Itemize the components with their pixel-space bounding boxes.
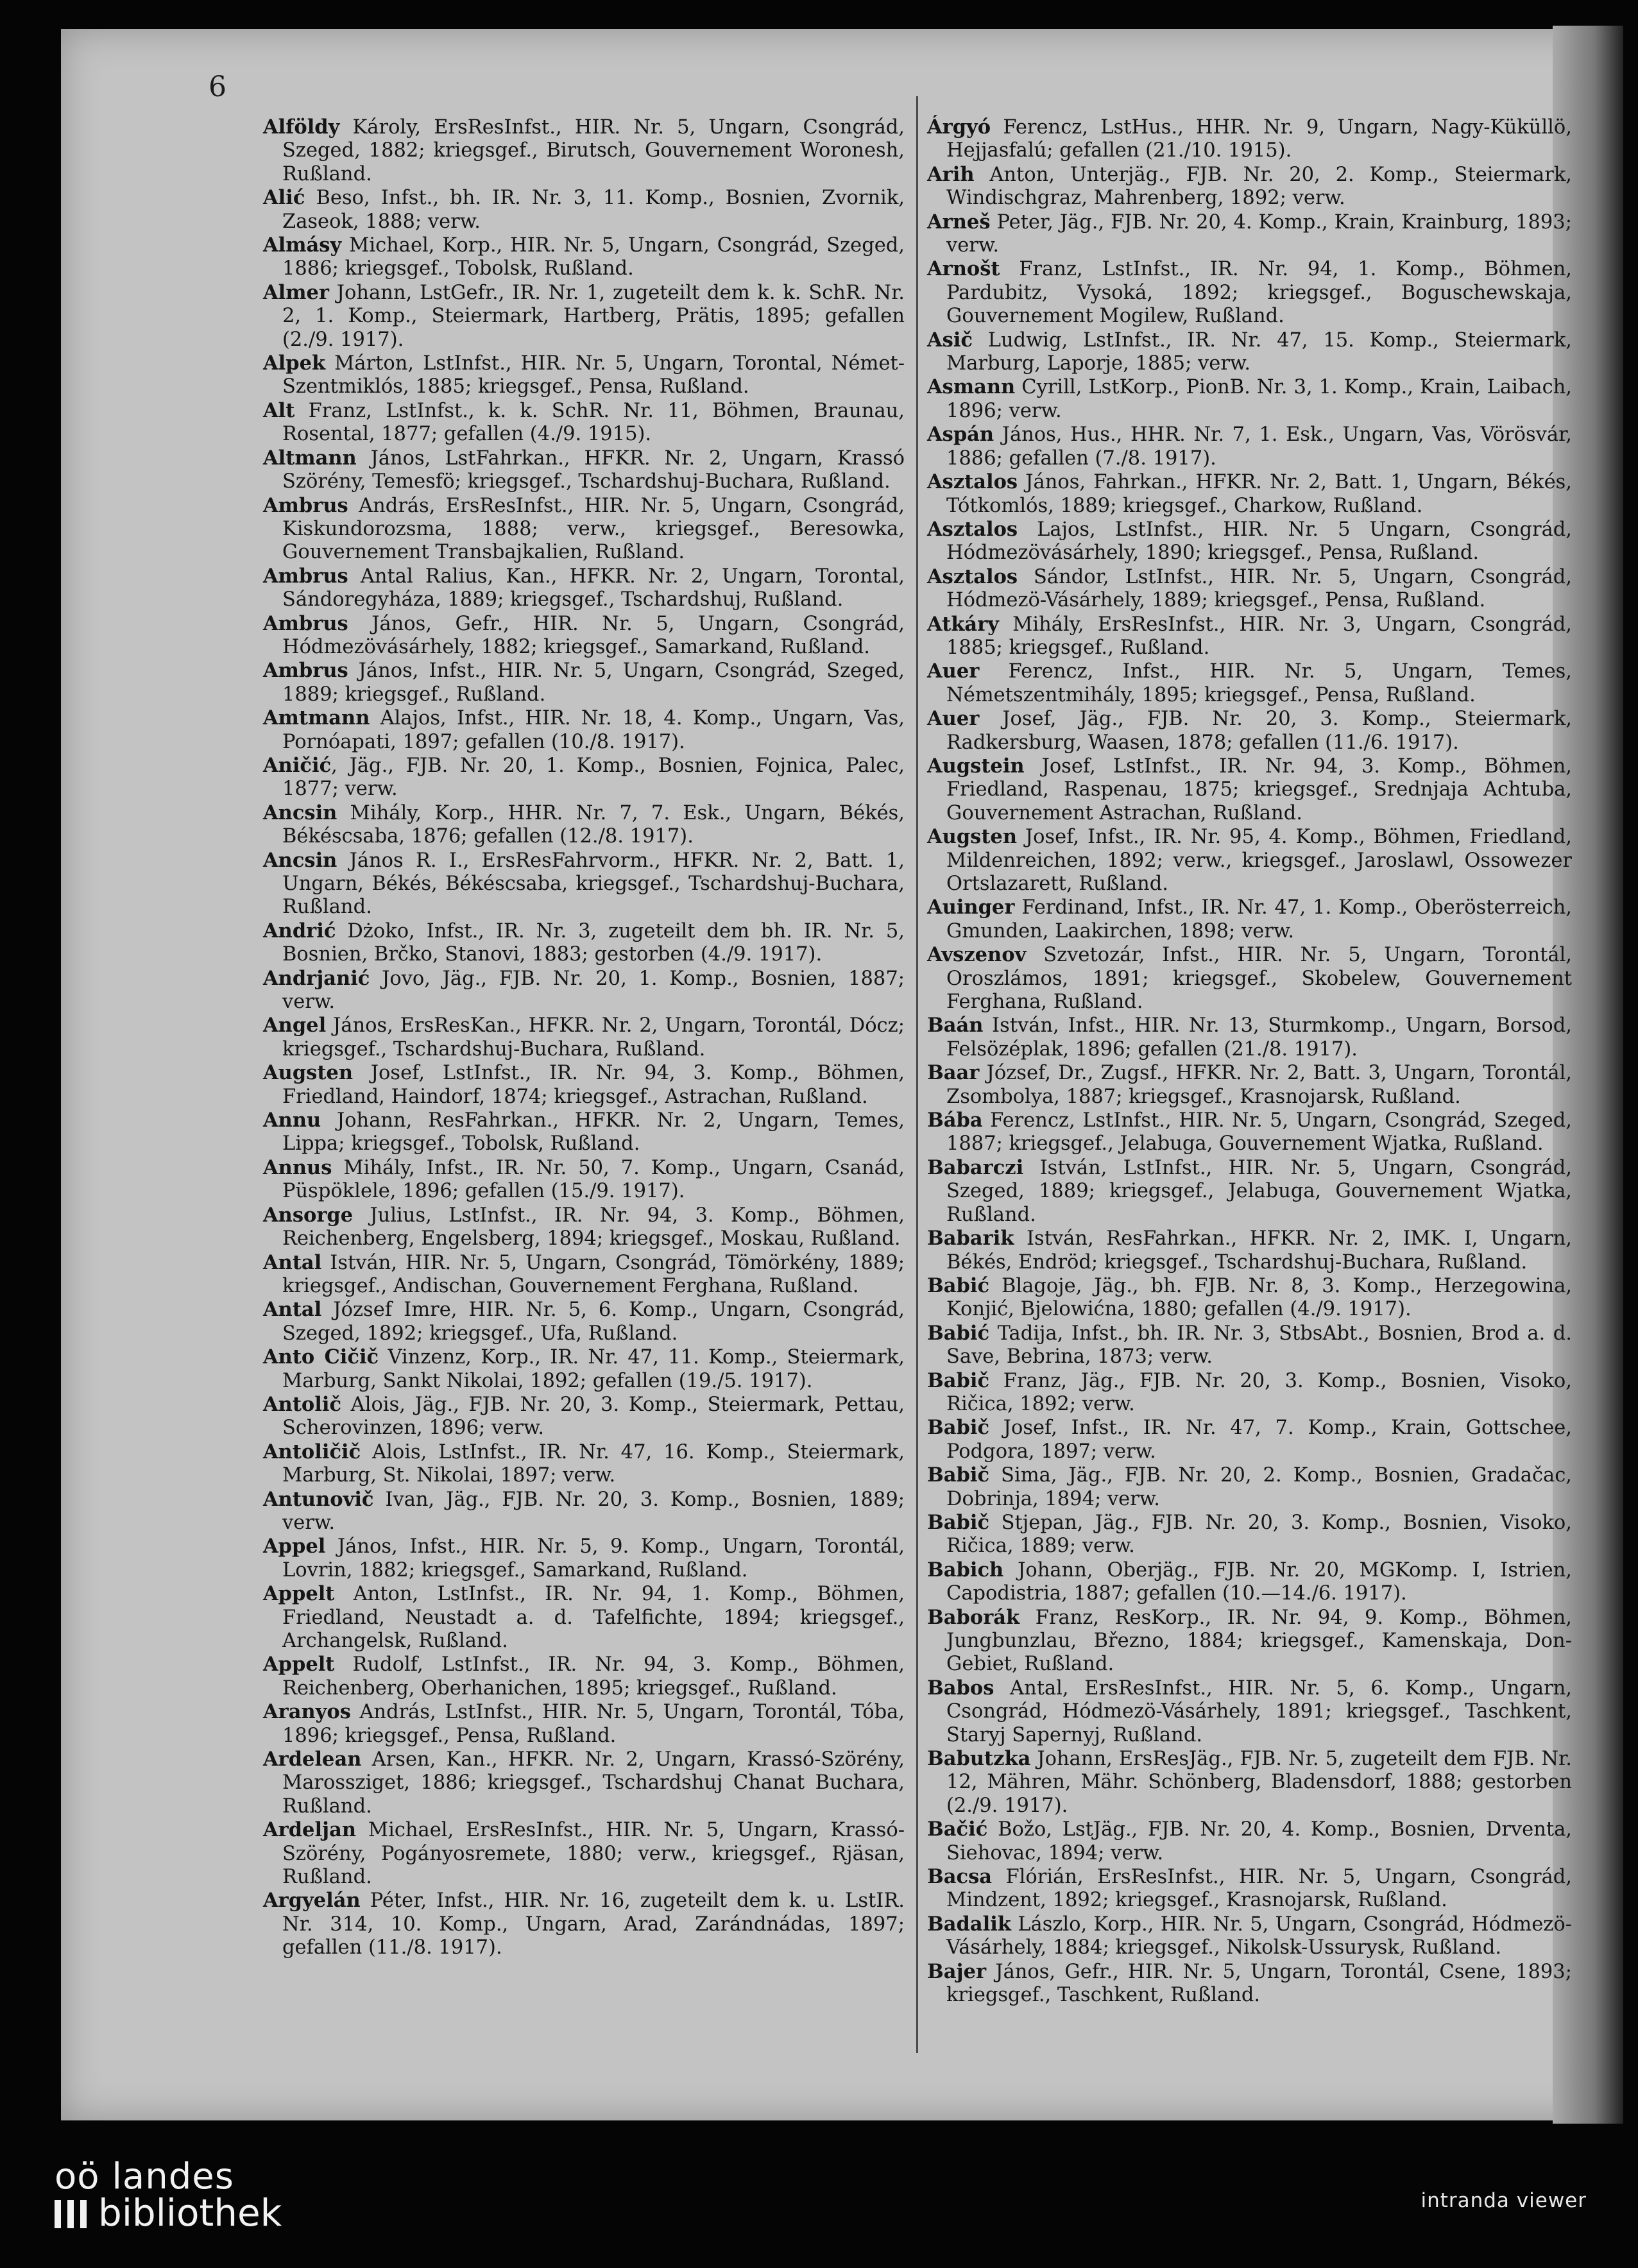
- list-item: [927, 518, 1572, 565]
- entry-surname: Ambrus: [263, 659, 348, 683]
- entry-details: Beso, Infst., bh. IR. Nr. 3, 11. Komp., Bosnien, Zvornik, Zaseok, 1888; verw.: [282, 187, 905, 233]
- entry-surname: Ancsin: [263, 848, 337, 872]
- entry-details: András, LstInfst., HIR. Nr. 5, Ungarn, Torontál, Tóba, 1896; kriegsgef., Pensa, Rußland.: [282, 1701, 905, 1747]
- entry-details: Johann, Oberjäg., FJB. Nr. 20, MGKomp. I, Istrien, Capodistria, 1887; gefallen (10.—14./6. 1917).: [946, 1558, 1572, 1605]
- entry-details: Ferencz, LstInfst., HIR. Nr. 5, Ungarn, Csongrád, Szeged, 1887; kriegsgef., Jelabuga, Gouvernement Wjatka, Rußland.: [946, 1109, 1572, 1155]
- entry-surname: Antunovič: [263, 1487, 374, 1511]
- library-logo[interactable]: [55, 2156, 282, 2240]
- list-item: [263, 115, 905, 186]
- entry-details: Lászlo, Korp., HIR. Nr. 5, Ungarn, Csongrád, Hódmezö-Vásárhely, 1884; kriegsgef., Nikolsk-Ussurysk, Rußland.: [946, 1913, 1572, 1959]
- entry-details: János, Gefr., HIR. Nr. 5, Ungarn, Torontál, Csene, 1893; kriegsgef., Taschkent, Rußland.: [946, 1960, 1572, 2007]
- list-item: [263, 1014, 905, 1061]
- list-item: [927, 1960, 1572, 2008]
- list-item: [927, 1109, 1572, 1156]
- list-item: [263, 1889, 905, 1959]
- entry-details: István, LstInfst., HIR. Nr. 5, Ungarn, Csongrád, Szeged, 1889; kriegsgef., Jelabuga, Gouvernement Wjatka, Rußland.: [946, 1156, 1572, 1226]
- entry-details: István, Infst., HIR. Nr. 13, Sturmkomp., Ungarn, Borsod, Felsözéplak, 1896; gefallen (21./8. 1917).: [946, 1014, 1572, 1061]
- list-item: [927, 470, 1572, 518]
- entry-details: József, Dr., Zugsf., HFKR. Nr. 2, Batt. 3, Ungarn, Torontál, Zsombolya, 1887; kriegsgef., Krasnojarsk, Rußland.: [946, 1062, 1572, 1108]
- list-item: [927, 896, 1572, 943]
- entry-details: Alois, LstInfst., IR. Nr. 47, 16. Komp., Steiermark, Marburg, St. Nikolai, 1897; verw.: [282, 1440, 905, 1487]
- entry-details: Jovo, Jäg., FJB. Nr. 20, 1. Komp., Bosnien, 1887; verw.: [282, 967, 905, 1014]
- entry-details: Mihály, Korp., HHR. Nr. 7, 7. Esk., Ungarn, Békés, Békéscsaba, 1876; gefallen (12./8. 1917).: [282, 801, 905, 848]
- entry-surname: Babić: [927, 1321, 990, 1345]
- list-item: [263, 967, 905, 1014]
- right-column: [927, 115, 1572, 2008]
- entry-details: Ferdinand, Infst., IR. Nr. 47, 1. Komp., Oberösterreich, Gmunden, Laakirchen, 1898; verw.: [946, 896, 1572, 942]
- entry-details: Péter, Infst., HIR. Nr. 16, zugeteilt dem k. u. LstIR. Nr. 314, 10. Komp., Ungarn, Arad, Zarándnádas, 1897; gefallen (11./8. 1917).: [282, 1889, 905, 1959]
- entry-surname: Appel: [263, 1535, 326, 1558]
- entry-surname: Andrić: [263, 919, 336, 942]
- entry-surname: Altmann: [263, 446, 357, 470]
- list-item: [263, 1156, 905, 1204]
- entry-surname: Babič: [927, 1510, 990, 1534]
- entry-details: Julius, LstInfst., IR. Nr. 94, 3. Komp., Böhmen, Reichenberg, Engelsberg, 1894; kriegsgef., Moskau, Rußland.: [282, 1204, 905, 1250]
- entry-surname: Bačić: [927, 1818, 988, 1841]
- entry-surname: Antal: [263, 1298, 322, 1322]
- entry-surname: Babos: [927, 1676, 994, 1700]
- entry-details: , Jäg., FJB. Nr. 20, 1. Komp., Bosnien, Fojnica, Palec, 1877; verw.: [282, 754, 905, 801]
- entry-details: Mihály, ErsResInfst., HIR. Nr. 3, Ungarn, Csongrád, 1885; kriegsgef., Rußland.: [946, 613, 1572, 659]
- entry-details: Ferencz, Infst., HIR. Nr. 5, Ungarn, Temes, Németszentmihály, 1895; kriegsgef., Pensa, Rußland.: [946, 660, 1572, 706]
- list-item: [927, 943, 1572, 1014]
- list-item: [263, 494, 905, 565]
- list-item: [263, 1653, 905, 1700]
- list-item: [263, 1204, 905, 1251]
- entry-surname: Ardelean: [263, 1748, 362, 1771]
- list-item: [263, 612, 905, 660]
- list-item: [927, 565, 1572, 613]
- list-item: [927, 1463, 1572, 1511]
- entry-surname: Babarik: [927, 1227, 1014, 1250]
- list-item: [927, 1274, 1572, 1322]
- list-item: [263, 447, 905, 494]
- list-item: [927, 660, 1572, 707]
- entry-details: János R. I., ErsResFahrvorm., HFKR. Nr. 2, Batt. 1, Ungarn, Békés, Békéscsaba, kriegsgef., Tschardshuj-Buchara, Rußland.: [282, 849, 905, 919]
- list-item: [927, 328, 1572, 376]
- left-column: [263, 115, 905, 1960]
- entry-details: Stjepan, Jäg., FJB. Nr. 20, 3. Komp., Bosnien, Visoko, Ričica, 1889; verw.: [946, 1511, 1572, 1558]
- entry-details: Franz, LstInfst., k. k. SchR. Nr. 11, Böhmen, Braunau, Rosental, 1877; gefallen (4./9. 1915).: [282, 399, 905, 446]
- list-item: [927, 257, 1572, 328]
- entry-surname: Almásy: [263, 234, 342, 257]
- entry-details: Tadija, Infst., bh. IR. Nr. 3, StbsAbt., Bosnien, Brod a. d. Save, Bebrina, 1873; verw.: [946, 1322, 1572, 1368]
- entry-surname: Asztalos: [927, 517, 1018, 541]
- entry-surname: Baán: [927, 1014, 984, 1037]
- logo-line-2: bibliothek: [98, 2191, 282, 2235]
- entry-surname: Babich: [927, 1558, 1004, 1582]
- list-item: [263, 1582, 905, 1653]
- entry-surname: Augsten: [263, 1061, 354, 1085]
- entry-details: Sándor, LstInfst., HIR. Nr. 5, Ungarn, Csongrád, Hódmezö-Vásárhely, 1889; kriegsgef., Pensa, Rußland.: [946, 565, 1572, 612]
- entry-surname: Aspán: [927, 423, 994, 447]
- list-item: [263, 801, 905, 849]
- entry-surname: Asič: [927, 328, 973, 352]
- list-item: [927, 423, 1572, 470]
- entry-surname: Arnošt: [927, 257, 1000, 281]
- list-item: [927, 1606, 1572, 1676]
- list-item: [927, 1913, 1572, 1960]
- entry-surname: Arneš: [927, 210, 991, 234]
- list-item: [927, 825, 1572, 896]
- entry-surname: Augstein: [927, 754, 1025, 778]
- list-item: [927, 1416, 1572, 1463]
- entry-surname: Antoličič: [263, 1440, 361, 1463]
- entry-details: János, Infst., HIR. Nr. 5, Ungarn, Csongrád, Szeged, 1889; kriegsgef., Rußland.: [282, 660, 905, 706]
- entry-details: Mihály, Infst., IR. Nr. 50, 7. Komp., Ungarn, Csanád, Püspöklele, 1896; gefallen (15./9. 1917).: [282, 1156, 905, 1203]
- list-item: [927, 210, 1572, 258]
- entry-details: Sima, Jäg., FJB. Nr. 20, 2. Komp., Bosnien, Gradačac, Dobrinja, 1894; verw.: [946, 1464, 1572, 1510]
- list-item: [263, 754, 905, 801]
- entry-details: Franz, Jäg., FJB. Nr. 20, 3. Komp., Bosnien, Visoko, Ričica, 1892; verw.: [946, 1369, 1572, 1415]
- entry-details: Cyrill, LstKorp., PionB. Nr. 3, 1. Komp., Krain, Laibach, 1896; verw.: [946, 376, 1572, 422]
- entry-surname: Baar: [927, 1061, 980, 1085]
- list-item: [263, 1748, 905, 1818]
- entry-surname: Alić: [263, 186, 305, 210]
- entry-surname: Asztalos: [927, 470, 1018, 494]
- entry-surname: Ansorge: [263, 1203, 354, 1227]
- entry-details: Johann, LstGefr., IR. Nr. 1, zugeteilt dem k. k. SchR. Nr. 2, 1. Komp., Steiermark, Hartberg, Prätis, 1895; gefallen (2./9. 1917).: [282, 281, 905, 351]
- list-item: [263, 399, 905, 447]
- entry-details: Márton, LstInfst., HIR. Nr. 5, Ungarn, Torontal, Német-Szentmiklós, 1885; kriegsgef., Pensa, Rußland.: [282, 352, 905, 398]
- entry-surname: Appelt: [263, 1653, 335, 1676]
- entry-details: Josef, Infst., IR. Nr. 47, 7. Komp., Krain, Gottschee, Podgora, 1897; verw.: [946, 1417, 1572, 1463]
- entry-details: Johann, ErsResJäg., FJB. Nr. 5, zugeteilt dem FJB. Nr. 12, Mähren, Mähr. Schönberg, Bladensdorf, 1888; gestorben (2./9. 1917).: [946, 1748, 1572, 1817]
- entry-details: Peter, Jäg., FJB. Nr. 20, 4. Komp., Krain, Krainburg, 1893; verw.: [946, 210, 1572, 257]
- entry-surname: Ambrus: [263, 493, 348, 517]
- entry-surname: Andrjanić: [263, 966, 370, 990]
- entry-surname: Anto Cičič: [263, 1345, 379, 1369]
- entry-details: Károly, ErsResInfst., HIR. Nr. 5, Ungarn, Csongrád, Szeged, 1882; kriegsgef., Birutsch, Gouvernement Woronesh, Rußland.: [282, 116, 905, 185]
- list-item: [927, 1322, 1572, 1369]
- entry-details: Josef, Jäg., FJB. Nr. 20, 3. Komp., Steiermark, Radkersburg, Waasen, 1878; gefallen (11./6. 1917).: [946, 708, 1572, 754]
- entry-surname: Asmann: [927, 375, 1016, 399]
- entry-details: Ferencz, LstHus., HHR. Nr. 9, Ungarn, Nagy-Küküllö, Hejjasfalú; gefallen (21./10. 1915).: [946, 116, 1572, 162]
- entry-details: János, LstFahrkan., HFKR. Nr. 2, Ungarn, Krassó Szörény, Temesfö; kriegsgef., Tschardshuj-Buchara, Rußland.: [282, 447, 905, 493]
- entry-details: Franz, LstInfst., IR. Nr. 94, 1. Komp., Böhmen, Pardubitz, Vysoká, 1892; kriegsgef., Boguschewskaja, Gouvernement Mogilew, Rußland.: [946, 258, 1572, 328]
- entry-surname: Babarczi: [927, 1155, 1024, 1179]
- entry-details: Alajos, Infst., HIR. Nr. 18, 4. Komp., Ungarn, Vas, Pornóapati, 1897; gefallen (10./8. 1917).: [282, 707, 905, 753]
- entry-details: József Imre, HIR. Nr. 5, 6. Komp., Ungarn, Csongrád, Szeged, 1892; kriegsgef., Ufa, Rußland.: [282, 1299, 905, 1345]
- list-item: [263, 281, 905, 352]
- entry-surname: Amtmann: [263, 706, 370, 730]
- entry-details: István, ResFahrkan., HFKR. Nr. 2, IMK. I, Ungarn, Békés, Endröd; kriegsgef., Tschardshuj-Buchara, Rußland.: [946, 1227, 1572, 1274]
- entry-surname: Badalik: [927, 1912, 1011, 1936]
- entry-details: János, Infst., HIR. Nr. 5, 9. Komp., Ungarn, Torontál, Lovrin, 1882; kriegsgef., Samarkand, Rußland.: [282, 1535, 905, 1582]
- entry-surname: Avszenov: [927, 943, 1027, 967]
- entry-surname: Baborák: [927, 1605, 1020, 1629]
- entry-details: Božo, LstJäg., FJB. Nr. 20, 4. Komp., Bosnien, Drventa, Siehovac, 1894; verw.: [946, 1818, 1572, 1864]
- entry-surname: Aničić: [263, 753, 332, 777]
- logo-bars-icon: [55, 2200, 92, 2228]
- list-item: [263, 1393, 905, 1440]
- entry-details: János, Gefr., HIR. Nr. 5, Ungarn, Csongrád, Hódmezövásárhely, 1882; kriegsgef., Samarkand, Rußland.: [282, 612, 905, 658]
- list-item: [263, 1251, 905, 1299]
- entry-surname: Antal: [263, 1250, 322, 1274]
- entry-details: János, ErsResKan., HFKR. Nr. 2, Ungarn, Torontál, Dócz; kriegsgef., Tschardshuj-Buchara, Rußland.: [282, 1014, 905, 1061]
- entry-details: Anton, LstInfst., IR. Nr. 94, 1. Komp., Böhmen, Friedland, Neustadt a. d. Tafelfichte, 1894; kriegsgef., Archangelsk, Rußland.: [282, 1583, 905, 1652]
- entry-details: János, Fahrkan., HFKR. Nr. 2, Batt. 1, Ungarn, Békés, Tótkomlós, 1889; kriegsgef., Charkow, Rußland.: [946, 471, 1572, 517]
- entry-surname: Bába: [927, 1109, 983, 1132]
- entry-details: Josef, LstInfst., IR. Nr. 94, 3. Komp., Böhmen, Friedland, Raspenau, 1875; kriegsgef., Srednjaja Achtuba, Gouvernement Astrachan, Rußland.: [946, 755, 1572, 824]
- list-item: [263, 1440, 905, 1488]
- list-item: [263, 849, 905, 919]
- entry-details: Dżoko, Infst., IR. Nr. 3, zugeteilt dem bh. IR. Nr. 5, Bosnien, Brčko, Stanovi, 1883; gestorben (4./9. 1917).: [282, 919, 905, 966]
- entry-surname: Babić: [927, 1274, 990, 1297]
- entry-details: Anton, Unterjäg., FJB. Nr. 20, 2. Komp., Steiermark, Windischgraz, Mahrenberg, 1892; verw.: [946, 163, 1572, 210]
- list-item: [927, 1865, 1572, 1913]
- list-item: [927, 707, 1572, 755]
- list-item: [263, 1818, 905, 1889]
- entry-surname: Árgyó: [927, 115, 991, 139]
- entry-details: Antal, ErsResInfst., HIR. Nr. 5, 6. Komp., Ungarn, Csongrád, Hódmezö-Vásárhely, 1891; kriegsgef., Taschkent, Staryj Sapernyj, Rußland.: [946, 1676, 1572, 1746]
- entry-surname: Auer: [927, 660, 980, 683]
- list-item: [927, 1156, 1572, 1227]
- list-item: [263, 1109, 905, 1156]
- entry-surname: Ardeljan: [263, 1818, 357, 1842]
- entry-details: Josef, LstInfst., IR. Nr. 94, 3. Komp., Böhmen, Friedland, Haindorf, 1874; kriegsgef., Astrachan, Rußland.: [282, 1062, 905, 1108]
- entry-surname: Angel: [263, 1014, 327, 1037]
- entry-surname: Arih: [927, 162, 975, 186]
- list-item: [927, 1818, 1572, 1865]
- entry-surname: Aranyos: [263, 1700, 351, 1724]
- entry-surname: Atkáry: [927, 612, 999, 636]
- entry-details: Ludwig, LstInfst., IR. Nr. 47, 15. Komp., Steiermark, Marburg, Laporje, 1885; verw.: [946, 328, 1572, 375]
- entry-surname: Ambrus: [263, 611, 348, 635]
- entry-details: Blagoje, Jäg., bh. FJB. Nr. 8, 3. Komp., Herzegowina, Konjić, Bjelowićna, 1880; gefallen (4./9. 1917).: [946, 1274, 1572, 1321]
- entry-details: Arsen, Kan., HFKR. Nr. 2, Ungarn, Krassó-Szörény, Marossziget, 1886; kriegsgef., Tschardshuj Chanat Buchara, Rußland.: [282, 1748, 905, 1818]
- entry-details: Vinzenz, Korp., IR. Nr. 47, 11. Komp., Steiermark, Marburg, Sankt Nikolai, 1892; gefallen (19./5. 1917).: [282, 1346, 905, 1392]
- entry-details: Ivan, Jäg., FJB. Nr. 20, 3. Komp., Bosnien, 1889; verw.: [282, 1488, 905, 1534]
- list-item: [263, 1535, 905, 1582]
- entry-details: Franz, ResKorp., IR. Nr. 94, 9. Komp., Böhmen, Jungbunzlau, Březno, 1884; kriegsgef., Kamenskaja, Don-Gebiet, Rußland.: [946, 1606, 1572, 1676]
- entry-details: Lajos, LstInfst., HIR. Nr. 5 Ungarn, Csongrád, Hódmezövásárhely, 1890; kriegsgef., Pensa, Rußland.: [946, 518, 1572, 565]
- list-item: [263, 1700, 905, 1748]
- list-item: [263, 659, 905, 706]
- entry-surname: Babič: [927, 1416, 990, 1440]
- entry-surname: Ancsin: [263, 801, 337, 824]
- page-number: 6: [209, 71, 226, 103]
- list-item: [927, 1676, 1572, 1747]
- entry-details: Alois, Jäg., FJB. Nr. 20, 3. Komp., Steiermark, Pettau, Scherovinzen, 1896; verw.: [282, 1393, 905, 1440]
- list-item: [263, 352, 905, 399]
- entry-details: Michael, ErsResInfst., HIR. Nr. 5, Ungarn, Krassó-Szörény, Pogányosremete, 1880; verw., kriegsgef., Rjäsan, Rußland.: [282, 1819, 905, 1889]
- list-item: [927, 1227, 1572, 1274]
- entry-surname: Almer: [263, 280, 329, 304]
- list-item: [263, 234, 905, 281]
- entry-details: András, ErsResInfst., HIR. Nr. 5, Ungarn, Csongrád, Kiskundorozsma, 1888; verw., kriegsgef., Beresowka, Gouvernement Transbajkalien, Rußland.: [282, 494, 905, 564]
- list-item: [927, 613, 1572, 660]
- entry-surname: Ambrus: [263, 564, 348, 588]
- entry-surname: Alföldy: [263, 115, 340, 139]
- list-item: [263, 1298, 905, 1345]
- list-item: [263, 919, 905, 967]
- entry-details: Rudolf, LstInfst., IR. Nr. 94, 3. Komp., Böhmen, Reichenberg, Oberhanichen, 1895; kriegsgef., Rußland.: [282, 1653, 905, 1700]
- entry-details: Antal Ralius, Kan., HFKR. Nr. 2, Ungarn, Torontal, Sándoregyháza, 1889; kriegsgef., Tschardshuj, Rußland.: [282, 565, 905, 611]
- list-item: [927, 163, 1572, 210]
- list-item: [927, 1061, 1572, 1109]
- list-item: [927, 115, 1572, 163]
- list-item: [263, 1061, 905, 1109]
- entry-surname: Antolič: [263, 1392, 342, 1416]
- entry-details: Johann, ResFahrkan., HFKR. Nr. 2, Ungarn, Temes, Lippa; kriegsgef., Tobolsk, Rußland.: [282, 1109, 905, 1155]
- entry-details: Flórián, ErsResInfst., HIR. Nr. 5, Ungarn, Csongrád, Mindzent, 1892; kriegsgef., Krasnojarsk, Rußland.: [946, 1866, 1572, 1912]
- list-item: [263, 706, 905, 754]
- entry-surname: Auinger: [927, 896, 1015, 919]
- list-item: [927, 1369, 1572, 1417]
- entry-surname: Alt: [263, 398, 295, 422]
- entry-surname: Argyelán: [263, 1889, 361, 1913]
- list-item: [263, 1345, 905, 1393]
- list-item: [263, 565, 905, 612]
- entry-surname: Alpek: [263, 352, 326, 375]
- list-item: [927, 755, 1572, 825]
- entry-surname: Appelt: [263, 1582, 335, 1606]
- list-item: [927, 1511, 1572, 1558]
- logo-line-1: oö landes: [55, 2156, 234, 2197]
- entry-details: Szvetozár, Infst., HIR. Nr. 5, Ungarn, Torontál, Oroszlámos, 1891; kriegsgef., Skobelew, Gouvernement Ferghana, Rußland.: [946, 944, 1572, 1014]
- entry-details: Michael, Korp., HIR. Nr. 5, Ungarn, Csongrád, Szeged, 1886; kriegsgef., Tobolsk, Rußland.: [282, 234, 905, 280]
- entry-surname: Bacsa: [927, 1865, 993, 1889]
- list-item: [927, 1558, 1572, 1606]
- list-item: [927, 1747, 1572, 1818]
- list-item: [927, 1014, 1572, 1061]
- entry-surname: Bajer: [927, 1959, 987, 1983]
- entry-details: Josef, Infst., IR. Nr. 95, 4. Komp., Böhmen, Friedland, Mildenreichen, 1892; verw., kriegsgef., Jaroslawl, Ossowezer Ortslazarett, Rußland.: [946, 826, 1572, 895]
- entry-surname: Augsten: [927, 825, 1018, 849]
- list-item: [263, 186, 905, 234]
- entry-surname: Babič: [927, 1463, 990, 1487]
- entry-surname: Auer: [927, 707, 980, 731]
- entry-surname: Annus: [263, 1155, 332, 1179]
- list-item: [927, 375, 1572, 423]
- list-item: [263, 1488, 905, 1535]
- entry-surname: Asztalos: [927, 565, 1018, 588]
- entry-surname: Babič: [927, 1368, 990, 1392]
- column-divider: [916, 96, 918, 2053]
- entry-surname: Annu: [263, 1109, 321, 1132]
- entry-surname: Babutzka: [927, 1747, 1031, 1771]
- entry-details: János, Hus., HHR. Nr. 7, 1. Esk., Ungarn, Vas, Vörösvár, 1886; gefallen (7./8. 1917).: [946, 423, 1572, 470]
- entry-details: István, HIR. Nr. 5, Ungarn, Csongrád, Tömörkény, 1889; kriegsgef., Andischan, Gouvernement Ferghana, Rußland.: [282, 1251, 905, 1297]
- viewer-label: intranda viewer: [1420, 2189, 1587, 2212]
